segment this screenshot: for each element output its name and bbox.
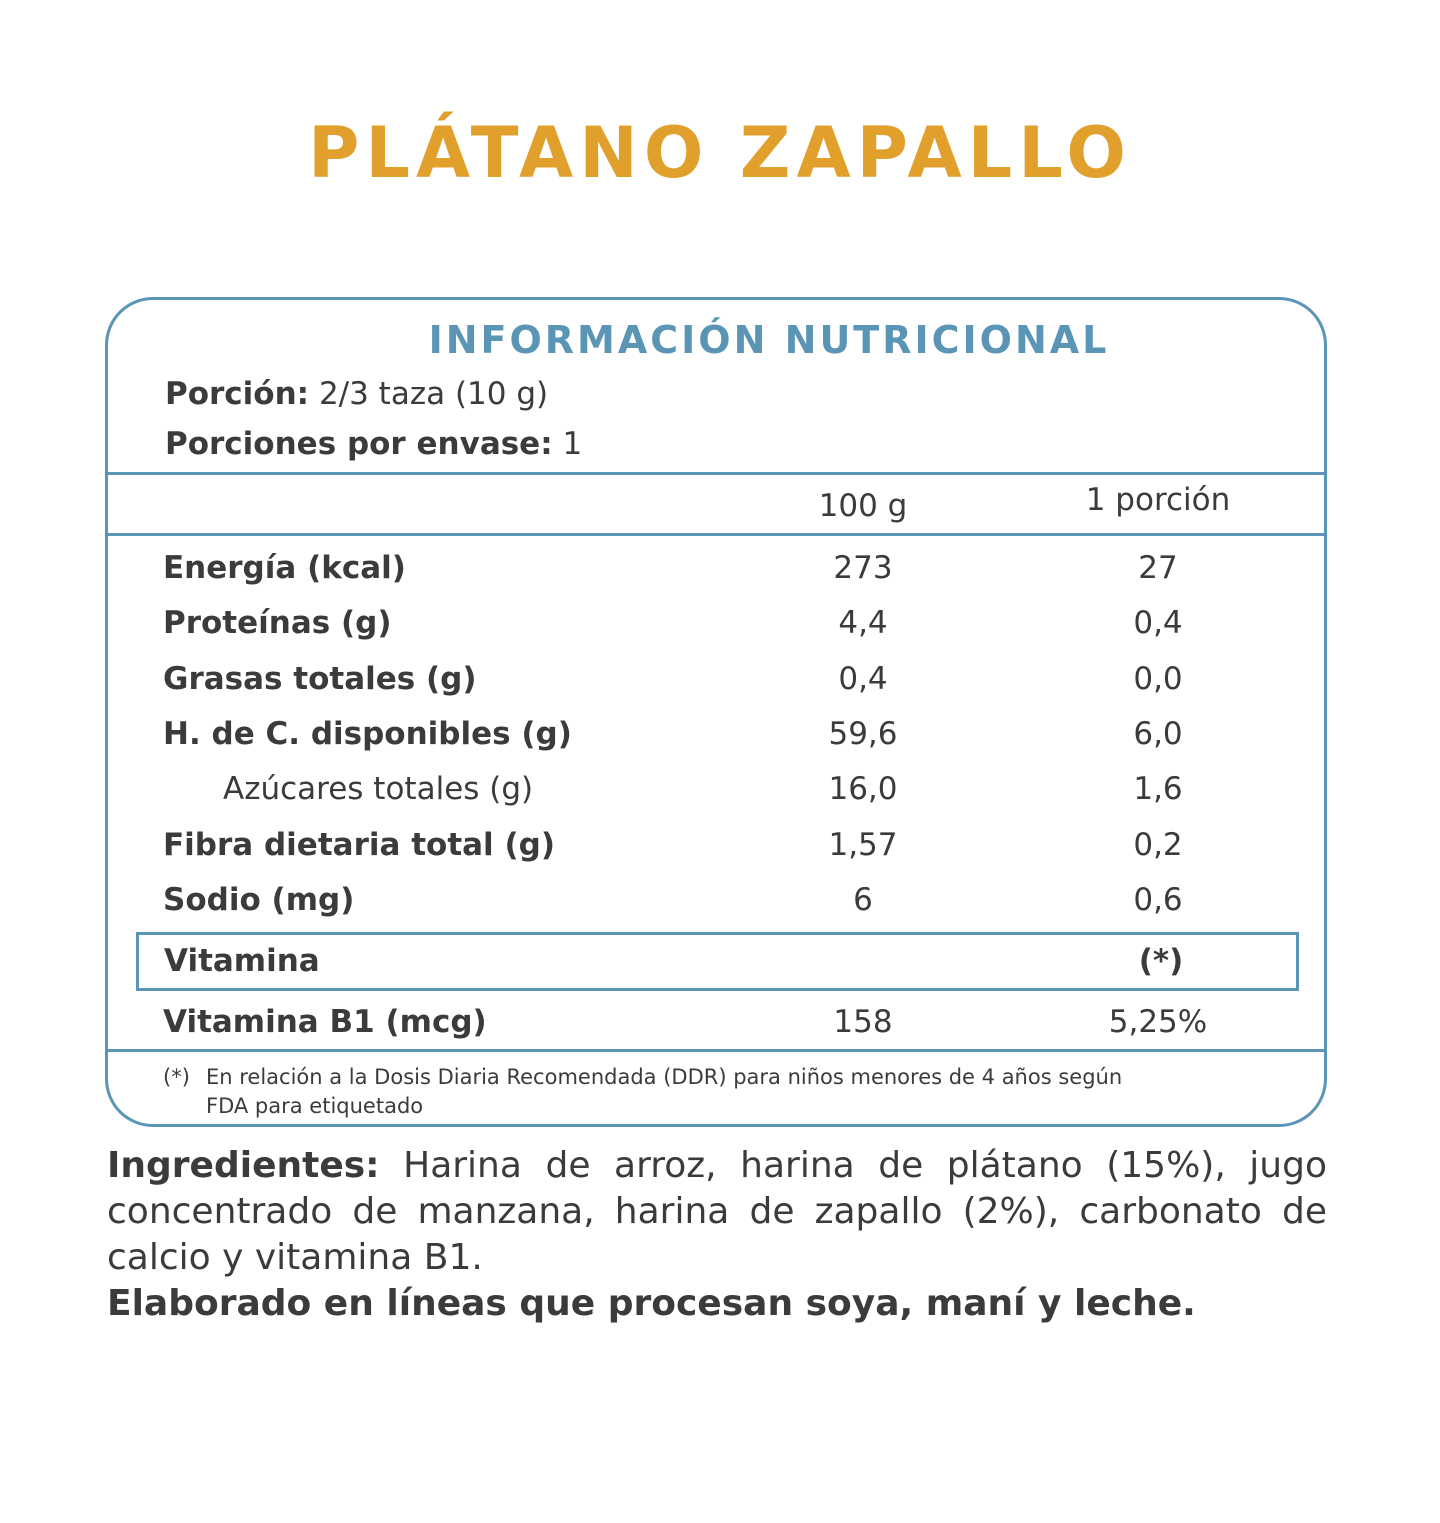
nutrient-value-serving: 27 — [1138, 550, 1178, 586]
servings-per-container-value: 1 — [562, 426, 583, 462]
vitamin-header-label: Vitamina — [164, 943, 320, 979]
nutrient-value-serving: 1,6 — [1133, 771, 1183, 807]
footnote — [163, 1063, 1263, 1121]
nutrient-row-carbohydrates — [108, 706, 1324, 762]
vitamin-header-box — [136, 932, 1299, 991]
serving-size-value: 2/3 taza (10 g) — [318, 376, 549, 412]
serving-size-label: Porción: — [165, 376, 310, 412]
nutrient-value-100g: 1,57 — [828, 827, 898, 863]
nutrient-value-serving: 6,0 — [1133, 716, 1183, 752]
nutrient-name: Sodio (mg) — [163, 882, 355, 918]
nutrient-value-100g: 4,4 — [838, 605, 888, 641]
vitamin-header-note-mark: (*) — [1138, 943, 1184, 979]
ingredients-text: Harina de arroz, harina de plátano (15%), jugo concentrado de manzana, harina de zapallo (2%), carbonato de calcio y vitamina B1. — [107, 1145, 1328, 1278]
ingredients-label: Ingredientes: — [107, 1145, 380, 1186]
nutrient-value-serving: 5,25% — [1108, 1004, 1208, 1040]
nutrient-name: H. de C. disponibles (g) — [163, 716, 572, 752]
footnote-line-2: FDA para etiquetado — [206, 1094, 424, 1118]
divider — [108, 1049, 1324, 1052]
nutrient-row-energy — [108, 540, 1324, 596]
nutrient-row-protein — [108, 595, 1324, 651]
nutrient-value-serving: 0,0 — [1133, 661, 1183, 697]
nutrient-value-100g: 158 — [833, 1004, 893, 1040]
nutrient-name: Proteínas (g) — [163, 605, 392, 641]
nutrient-row-total-fat — [108, 651, 1324, 707]
footnote-line-1: En relación a la Dosis Diaria Recomendada (DDR) para niños menores de 4 años según — [206, 1065, 1123, 1089]
divider — [108, 533, 1324, 536]
column-header-100g: 100 g — [818, 488, 908, 524]
servings-per-container-label: Porciones por envase: — [165, 426, 553, 462]
nutrient-name: Fibra dietaria total (g) — [163, 827, 555, 863]
nutrition-facts-title: INFORMACIÓN NUTRICIONAL — [428, 318, 1110, 362]
footnote-mark: (*) — [163, 1065, 190, 1089]
nutrient-row-fiber — [108, 817, 1324, 873]
column-header-serving: 1 porción — [1085, 482, 1231, 518]
product-title: PLÁTANO ZAPALLO — [308, 112, 1132, 194]
nutrient-value-100g: 6 — [853, 882, 873, 918]
serving-size — [165, 374, 548, 414]
servings-per-container — [165, 424, 582, 464]
nutrient-value-serving: 0,2 — [1133, 827, 1183, 863]
nutrient-value-serving: 0,4 — [1133, 605, 1183, 641]
nutrient-value-serving: 0,6 — [1133, 882, 1183, 918]
nutrient-name: Vitamina B1 (mcg) — [163, 1004, 487, 1040]
nutrient-value-100g: 16,0 — [828, 771, 898, 807]
nutrient-row-sodium — [108, 872, 1324, 928]
nutrient-row-vitamin-b1 — [108, 994, 1324, 1050]
nutrition-facts-panel — [105, 297, 1327, 1127]
divider — [108, 472, 1324, 475]
nutrient-row-sugars — [108, 761, 1324, 817]
nutrient-name: Energía (kcal) — [163, 550, 406, 586]
ingredients — [107, 1143, 1327, 1281]
nutrient-value-100g: 59,6 — [828, 716, 898, 752]
nutrient-name: Grasas totales (g) — [163, 661, 477, 697]
nutrient-value-100g: 0,4 — [838, 661, 888, 697]
nutrient-name: Azúcares totales (g) — [223, 771, 534, 807]
allergen-notice: Elaborado en líneas que procesan soya, maní y leche. — [107, 1283, 1196, 1324]
nutrient-value-100g: 273 — [833, 550, 893, 586]
